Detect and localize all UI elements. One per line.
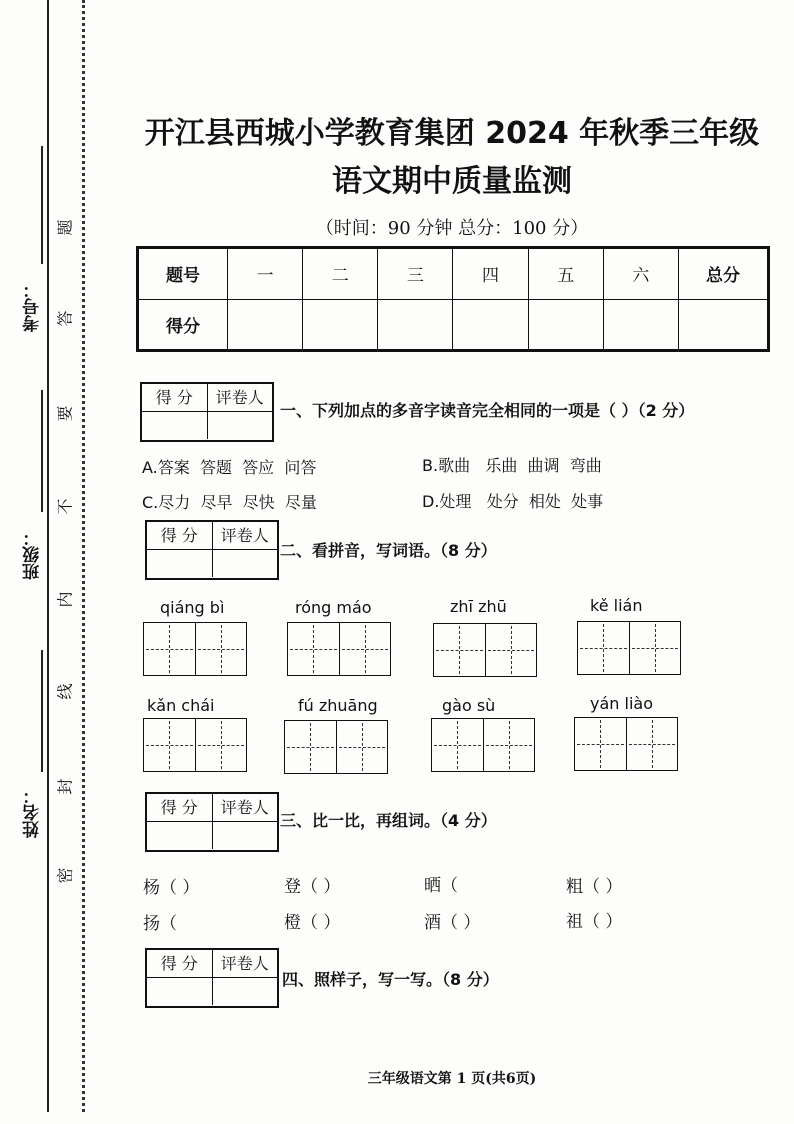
score-cell[interactable] xyxy=(528,299,603,351)
name-label: 姓名： xyxy=(23,787,43,838)
pinyin-label: gào sù xyxy=(442,696,496,715)
option-word: 乐曲 xyxy=(485,456,518,475)
score-cell[interactable] xyxy=(228,299,303,351)
grader-score-cell[interactable] xyxy=(142,412,207,439)
seal-char: 要 xyxy=(55,405,75,422)
grader-score-cell[interactable] xyxy=(147,550,212,577)
grader-score-label: 得 分 xyxy=(155,388,193,407)
option-word: 曲调 xyxy=(527,456,560,475)
q2-title: 二、看拼音，写词语。（8 分） xyxy=(280,541,497,560)
option-word: 尽快 xyxy=(242,493,275,512)
score-cell[interactable] xyxy=(679,299,769,351)
grader-score-cell[interactable] xyxy=(147,822,212,849)
q1-option-c[interactable] xyxy=(142,490,317,513)
exam-no-label: 考号： xyxy=(23,281,43,332)
exam-no-rule xyxy=(41,146,43,264)
exam-title-line2: 语文期中质量监测 xyxy=(332,164,572,199)
name-rule xyxy=(41,650,43,772)
pinyin-label: róng máo xyxy=(295,598,372,617)
score-table-header: 六 xyxy=(603,248,678,300)
writing-grid[interactable] xyxy=(143,718,247,772)
grader-box xyxy=(145,520,279,580)
grader-reviewer-cell[interactable] xyxy=(212,550,278,577)
seal-char: 不 xyxy=(55,498,75,515)
grader-reviewer-label: 评卷人 xyxy=(212,522,278,549)
option-word: 处事 xyxy=(571,492,604,511)
grader-score-label: 得 分 xyxy=(160,526,198,545)
writing-grid[interactable] xyxy=(431,718,535,772)
option-word: 尽力 xyxy=(158,493,191,512)
option-label: D. xyxy=(422,492,440,511)
writing-grid[interactable] xyxy=(433,623,537,677)
writing-grid[interactable] xyxy=(143,622,247,676)
seal-char: 封 xyxy=(55,778,75,795)
compare-word[interactable]: 登（ ） xyxy=(284,877,341,897)
option-word: 问答 xyxy=(284,458,317,477)
option-word: 尽早 xyxy=(200,493,233,512)
pinyin-label: kǎn chái xyxy=(147,696,215,715)
grader-score-cell[interactable] xyxy=(147,978,212,1005)
exam-title-line1: 开江县西城小学教育集团 2024 年秋季三年级 xyxy=(144,116,760,151)
option-word: 弯曲 xyxy=(569,456,602,475)
score-table-header: 一 xyxy=(228,248,303,300)
grader-reviewer-label: 评卷人 xyxy=(212,794,278,821)
compare-word[interactable]: 酒（ ） xyxy=(424,913,481,933)
pinyin-label: kě lián xyxy=(590,596,643,615)
score-table-header: 五 xyxy=(528,248,603,300)
score-cell[interactable] xyxy=(378,299,453,351)
grader-score-label: 得 分 xyxy=(160,798,198,817)
option-label: A. xyxy=(142,458,158,477)
option-label: C. xyxy=(142,493,159,512)
pinyin-label: zhī zhū xyxy=(450,597,507,616)
writing-grid[interactable] xyxy=(577,621,681,675)
compare-word[interactable]: 橙（ ） xyxy=(284,913,341,933)
writing-grid[interactable] xyxy=(574,717,678,771)
compare-word[interactable]: 粗（ ） xyxy=(566,877,623,897)
seal-char: 密 xyxy=(55,867,75,884)
option-word: 答题 xyxy=(199,458,232,477)
seal-char: 内 xyxy=(55,591,75,608)
grader-reviewer-label: 评卷人 xyxy=(207,384,273,411)
q1-option-b[interactable] xyxy=(422,453,602,476)
grader-score-label: 得 分 xyxy=(160,954,198,973)
option-word: 尽量 xyxy=(284,493,317,512)
pinyin-label: qiáng bì xyxy=(160,598,225,617)
option-word: 相处 xyxy=(528,492,561,511)
dotted-cut-line xyxy=(82,0,85,1112)
score-cell[interactable] xyxy=(453,299,528,351)
pinyin-label: yán liào xyxy=(590,694,653,713)
score-table xyxy=(136,246,770,352)
q4-title: 四、照样子，写一写。（8 分） xyxy=(282,970,499,989)
exam-subtitle: （时间：90 分钟 总分：100 分） xyxy=(315,218,589,239)
q1-title: 一、下列加点的多音字读音完全相同的一项是（ ）（2 分） xyxy=(280,401,695,420)
writing-grid[interactable] xyxy=(284,720,388,774)
grader-box xyxy=(145,792,279,852)
option-word: 处理 xyxy=(439,492,472,511)
page-footer: 三年级语文第 1 页(共6页) xyxy=(367,1071,537,1087)
writing-grid[interactable] xyxy=(287,622,391,676)
grader-box xyxy=(140,382,274,442)
option-word: 处分 xyxy=(486,492,519,511)
grader-reviewer-cell[interactable] xyxy=(212,822,278,849)
seal-char: 线 xyxy=(55,683,75,700)
compare-word[interactable]: 祖（ ） xyxy=(566,912,623,932)
class-rule xyxy=(41,390,43,512)
q3-title: 三、比一比，再组词。（4 分） xyxy=(280,811,497,830)
score-table-header: 总分 xyxy=(679,248,769,300)
option-word: 答应 xyxy=(242,458,275,477)
compare-word[interactable]: 晒（ xyxy=(424,876,458,896)
option-word: 答案 xyxy=(157,458,190,477)
score-table-header: 三 xyxy=(378,248,453,300)
grader-reviewer-cell[interactable] xyxy=(212,978,278,1005)
class-label: 班级： xyxy=(23,529,43,580)
score-row-label: 得分 xyxy=(138,299,228,351)
option-word: 歌曲 xyxy=(438,456,471,475)
score-table-header: 题号 xyxy=(138,248,228,300)
score-cell[interactable] xyxy=(603,299,678,351)
compare-word[interactable]: 扬（ xyxy=(143,914,177,934)
option-label: B. xyxy=(422,456,439,475)
q1-option-d[interactable] xyxy=(422,489,603,512)
pinyin-label: fú zhuāng xyxy=(298,696,378,715)
grader-reviewer-cell[interactable] xyxy=(207,412,273,439)
grader-box xyxy=(145,948,279,1008)
compare-word[interactable]: 杨（ ） xyxy=(143,878,200,898)
grader-reviewer-label: 评卷人 xyxy=(212,950,278,977)
seal-char: 答 xyxy=(55,310,75,327)
score-cell[interactable] xyxy=(303,299,378,351)
q1-option-a[interactable] xyxy=(142,455,316,478)
score-table-header: 二 xyxy=(303,248,378,300)
seal-char: 题 xyxy=(55,219,75,236)
score-table-header: 四 xyxy=(453,248,528,300)
